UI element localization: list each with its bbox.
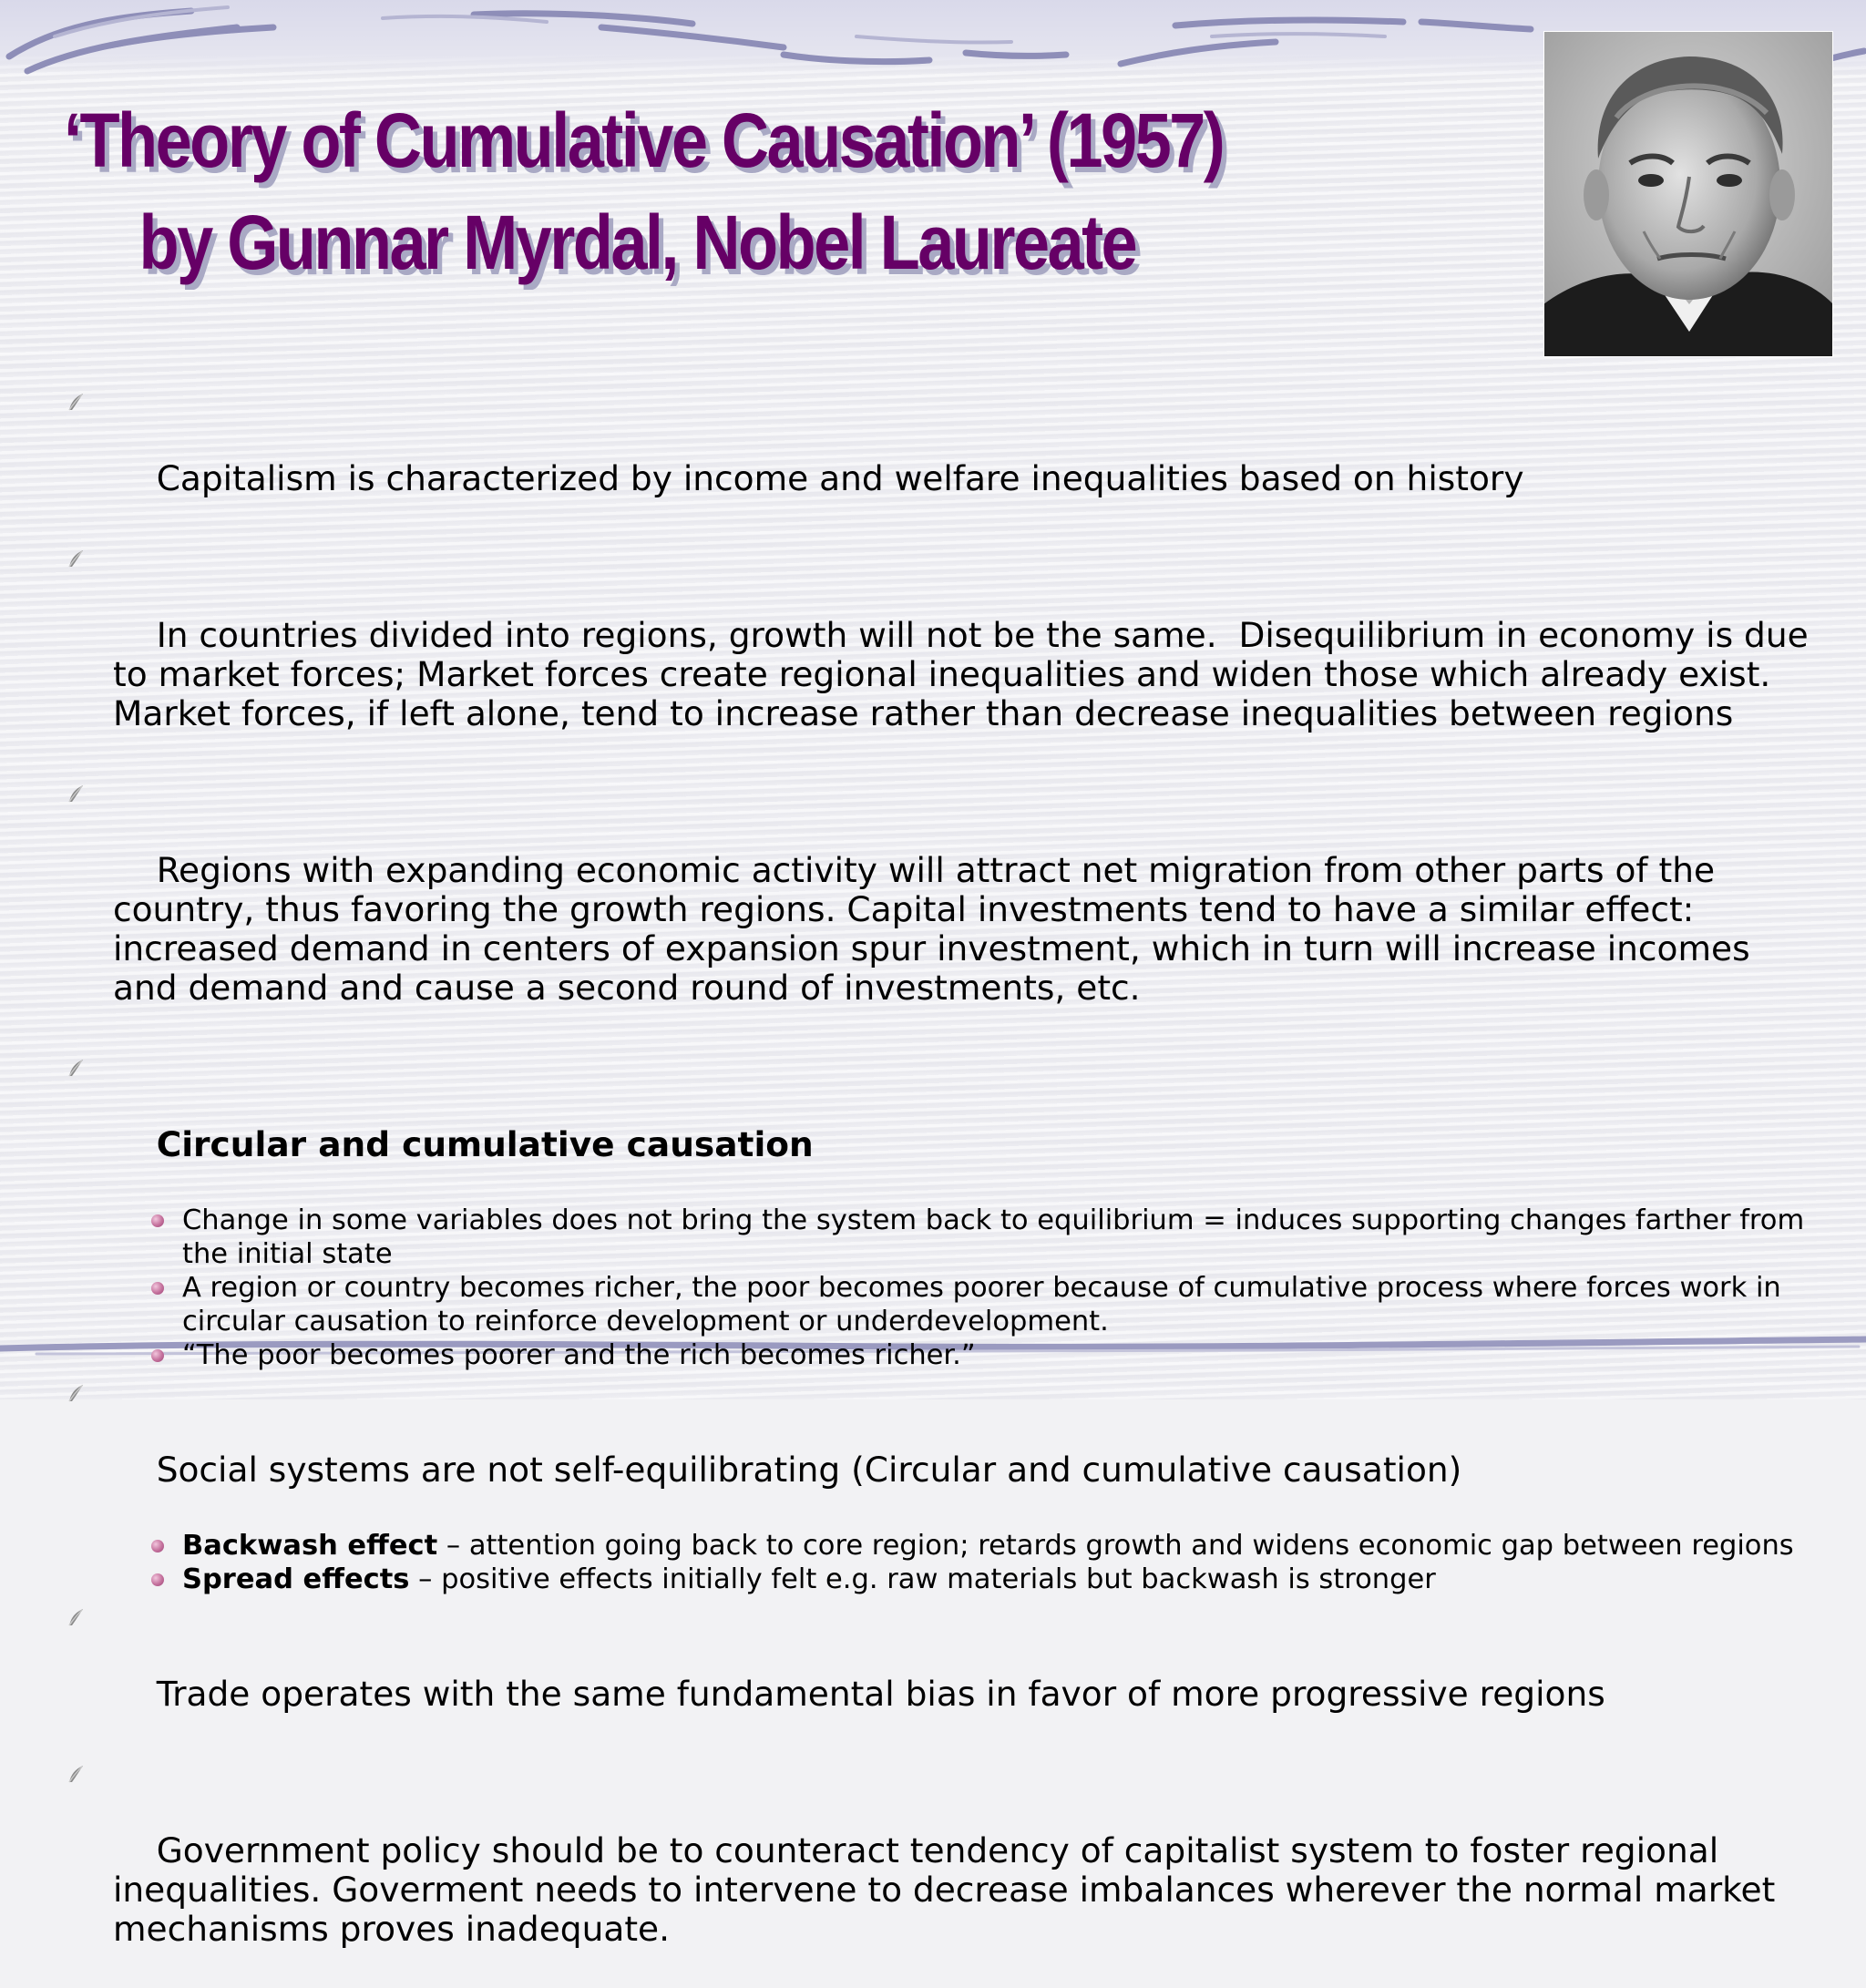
bullet-text: Government policy should be to counteract tendency of capitalist system to foster regional inequalities. Goverment needs to intervene to decrease imbalances wherever the normal market mechanisms proves inadequate. [113,1830,1787,1949]
sub-bullet-item [66,1204,1815,1271]
portrait-image [1543,31,1833,357]
slide-title [64,89,1287,293]
bullet-text: Regions with expanding economic activity will attract net migration from other parts of the country, thus favoring the growth regions. Capital investments tend to have a similar effect: increased demand in centers of expansion spur investment, which in turn will increase incomes and demand and cause a second round of investments, etc. [113,850,1761,1008]
feather-bullet-icon [66,1764,86,1784]
bullet-item [66,538,1820,773]
sub-bullet-text: Change in some variables does not bring the system back to equilibrium = induces supporting changes farther from the initial state [182,1204,1805,1270]
bullet-text: Trade operates with the same fundamental bias in favor of more progressive regions [156,1674,1605,1714]
feather-bullet-icon [66,1058,86,1078]
feather-bullet-icon [66,392,86,412]
bullet-item [66,1596,1815,1753]
sub-bullet-text: “The poor becomes poorer and the rich becomes richer.” [182,1339,976,1371]
sub-bullet-text: A region or country becomes richer, the poor becomes poorer because of cumulative process where forces work in circular causation to reinforce development or underdevelopment. [182,1272,1781,1337]
portrait-photo [1543,31,1833,357]
sub-bullet-text: – attention going back to core region; retards growth and widens economic gap between regions [437,1530,1794,1562]
bullet-text: In countries divided into regions, growth will not be the same. Disequilibrium in economy is due to market forces; Market forces create regional inequalities and widen those which already exist. Market forces, if left alone, tend to increase rather than decrease inequalities between regions [113,615,1820,733]
feather-bullet-icon [66,548,86,569]
feather-bullet-icon [66,1383,86,1403]
bullet-text: Capitalism is characterized by income and welfare inequalities based on history [156,458,1524,498]
bullet-item [66,1047,1815,1204]
feather-bullet-icon [66,1607,86,1627]
sub-bullet-item [66,1271,1815,1338]
pink-dot-bullet-icon [151,1214,164,1227]
pink-dot-bullet-icon [151,1282,164,1295]
bullet-text-bold: Circular and cumulative causation [156,1124,814,1164]
sub-bullet-term: Backwash effect [182,1530,438,1562]
pink-dot-bullet-icon [151,1349,164,1362]
sub-bullet-item [66,1563,1815,1596]
title-line-1: ‘Theory of Cumulative Causation’ (1957) [64,97,1224,183]
bullet-list [66,381,1820,1988]
pink-dot-bullet-icon [151,1573,164,1586]
bullet-item [66,1753,1815,1988]
sub-bullet-item [66,1338,1815,1372]
pink-dot-bullet-icon [151,1540,164,1552]
bullet-item [66,381,1815,538]
sub-bullet-term: Spread effects [182,1563,410,1595]
bullet-item [66,1372,1815,1529]
bullet-text: Social systems are not self-equilibrating (Circular and cumulative causation) [156,1450,1462,1490]
bullet-item [66,773,1815,1047]
feather-bullet-icon [66,784,86,804]
title-line-2: by Gunnar Myrdal, Nobel Laureate [138,200,1136,285]
sub-bullet-text: – positive effects initially felt e.g. raw materials but backwash is stronger [409,1563,1436,1595]
sub-bullet-item [66,1529,1815,1563]
